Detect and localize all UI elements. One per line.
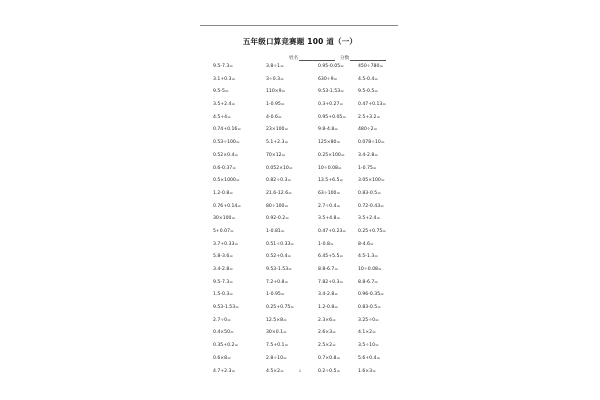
problem-cell: 0.4×50= [213, 330, 234, 336]
problem-cell: 0.25+0.75= [266, 305, 295, 311]
problem-cell: 1.2-0.8= [318, 305, 339, 311]
problem-cell: 9.5-7.3= [213, 279, 234, 285]
problem-row [213, 267, 413, 280]
problem-cell: 7.82+0.3= [318, 279, 344, 285]
name-field [289, 55, 335, 61]
problem-cell: 70×12= [266, 152, 286, 158]
problem-row [213, 254, 413, 267]
problem-cell: 3.8÷1= [266, 64, 284, 69]
score-field [340, 55, 386, 61]
problem-cell: 3.25÷0= [358, 317, 379, 323]
problem-cell: 0.53÷100= [213, 140, 240, 146]
problem-cell: 480÷2= [358, 127, 378, 133]
problem-cell: 0.25+0.75= [358, 228, 387, 234]
problem-row [213, 216, 413, 229]
problem-cell: 4.5-1.3= [358, 254, 379, 260]
page-title: 五年级口算竞赛题 100 道（一） [242, 37, 358, 46]
problem-cell: 0.47+0.23= [318, 228, 347, 234]
problem-cell: 30×100= [213, 216, 236, 222]
problem-cell: 3.5+2.4= [358, 216, 381, 222]
problem-row [213, 330, 413, 343]
problem-cell: 4-0.6= [266, 114, 282, 120]
problem-row [213, 64, 413, 77]
problem-grid [213, 64, 413, 381]
problem-cell: 630÷9= [318, 76, 338, 82]
problem-cell: 5.1+2.3= [266, 140, 289, 146]
problem-cell: 2.8÷10= [266, 355, 287, 361]
problem-cell: 13.5+6.5= [318, 178, 344, 184]
problem-cell: 0.83-0.5= [358, 190, 382, 196]
problem-cell: 10÷0.08= [358, 267, 382, 272]
problem-cell: 0.51÷0.33= [266, 241, 295, 247]
problem-cell: 3.7+0.33= [213, 241, 239, 247]
header-rule [200, 25, 398, 26]
problem-cell: 2.7÷0= [213, 317, 231, 323]
problem-cell: 9.5-0.5= [358, 89, 379, 95]
problem-cell: 4.5-0.4= [358, 76, 379, 82]
problem-row [213, 127, 413, 140]
problem-cell: 0.74+0.16= [213, 127, 242, 133]
problem-cell: 63÷100= [318, 190, 341, 196]
problem-cell: 0.3+0.27= [318, 102, 344, 108]
problem-cell: 0.82÷0.3= [266, 178, 292, 184]
problem-cell: 4.5×2= [266, 368, 284, 374]
problem-cell: 8.8-6.7= [318, 267, 339, 272]
problem-cell: 9.8-4.8= [318, 127, 339, 133]
problem-cell: 0.76+0.14= [213, 203, 242, 209]
problem-cell: 4.7+2.3= [213, 368, 236, 374]
name-label: 姓名 [289, 56, 299, 61]
problem-cell: 6.45+5.5= [318, 254, 344, 260]
problem-row [213, 305, 413, 318]
problem-cell: 3.4-2.8= [213, 267, 234, 272]
problem-row [213, 178, 413, 191]
problem-row [213, 318, 413, 331]
problem-cell: 5.8-3.6= [213, 254, 234, 260]
problem-cell: 30×0.1= [266, 330, 287, 336]
problem-cell: 3.4-2.8= [358, 152, 379, 158]
problem-cell: 0.52+0.4= [266, 254, 292, 260]
problem-cell: 12.5×8= [266, 317, 287, 323]
problem-cell: 0.92-0.2= [266, 216, 290, 222]
problem-row [213, 191, 413, 204]
problem-cell: 0.7×0.8= [318, 355, 341, 361]
problem-row [213, 242, 413, 255]
problem-row [213, 166, 413, 179]
problem-cell: 8.8-6.7= [358, 279, 379, 285]
problem-cell: 4.1×2= [358, 330, 376, 336]
problem-cell: 125×80= [318, 140, 341, 146]
problem-row [213, 140, 413, 153]
problem-row [213, 102, 413, 115]
problem-cell: 0.83-0.5= [358, 305, 382, 311]
problem-row [213, 280, 413, 293]
problem-cell: 23×100= [266, 127, 289, 133]
problem-cell: 10÷0.08= [318, 165, 342, 171]
problem-cell: 1-0.95= [266, 102, 285, 108]
problem-cell: 9.5-5= [213, 89, 229, 95]
problem-cell: 0.72-0.43= [358, 203, 384, 209]
problem-cell: 3.5+2.4= [213, 102, 236, 108]
problem-cell: 2.6×3= [318, 330, 336, 336]
problem-cell: 110×9= [266, 89, 286, 95]
problem-cell: 2.7÷0.4= [318, 203, 341, 209]
problem-cell: 3.4-2.8= [318, 292, 339, 298]
problem-cell: 1.5-0.3= [213, 292, 234, 298]
problem-cell: 4.5+4= [213, 114, 231, 120]
problem-cell: 1.6×3= [358, 368, 376, 374]
problem-cell: 9.53-1.53= [213, 305, 239, 311]
problem-cell: 5+0.07= [213, 228, 234, 234]
problem-cell: 9.53-1.53= [318, 89, 344, 95]
score-label: 分数 [340, 56, 350, 61]
problem-row [213, 153, 413, 166]
problem-row [213, 89, 413, 102]
problem-cell: 0.35+0.2= [213, 343, 239, 349]
problem-cell: 2.5×2= [318, 343, 336, 349]
problem-cell: 1-0.81= [266, 228, 285, 234]
problem-cell: 80÷100= [266, 203, 289, 209]
problem-row [213, 115, 413, 128]
problem-cell: 2.5+3.2= [358, 114, 381, 120]
problem-cell: 7.2+0.8= [266, 279, 289, 285]
problem-cell: 0.52×0.4= [213, 152, 239, 158]
problem-row [213, 292, 413, 305]
name-blank-line [299, 55, 335, 61]
problem-cell: 3÷0.3= [266, 76, 284, 82]
problem-cell: 0.47+0.13= [358, 102, 387, 108]
problem-cell: 0.052×10= [266, 165, 293, 171]
problem-cell: 3.1+0.3= [213, 76, 236, 82]
problem-cell: 2.3×6= [318, 317, 336, 323]
problem-cell: 1-0.8= [318, 241, 334, 247]
problem-cell: 1.2-0.8= [213, 190, 234, 196]
problem-cell: 0.96-0.35= [358, 292, 384, 298]
problem-cell: 0.2÷0.5= [318, 368, 341, 374]
page-number: 1 [298, 368, 302, 373]
problem-cell: 1-0.75= [358, 165, 377, 171]
problem-cell: 5.6+0.4= [358, 355, 381, 361]
problem-cell: 0.5×1000= [213, 178, 240, 184]
problem-cell: 9.5-7.3= [213, 64, 234, 69]
problem-row [213, 343, 413, 356]
problem-cell: 7.5+0.1= [266, 343, 289, 349]
problem-cell: 21.6-12.6= [266, 190, 292, 196]
problem-row [213, 356, 413, 369]
problem-cell: 450÷780= [358, 64, 384, 69]
problem-cell: 0.078÷10= [358, 140, 385, 146]
problem-cell: 3.5÷10= [358, 343, 379, 349]
problem-cell: 0.95+0.05= [318, 114, 347, 120]
problem-cell: 1-0.95= [266, 292, 285, 298]
problem-cell: 0.25×100= [318, 152, 345, 158]
problem-cell: 8-4.6= [358, 241, 374, 247]
problem-cell: 0.6×8= [213, 355, 231, 361]
problem-cell: 3.05×100= [358, 178, 385, 184]
problem-cell: 0.6-0.37= [213, 165, 237, 171]
problem-cell: 3.5+4.8= [318, 216, 341, 222]
problem-cell: 9.53-1.53= [266, 267, 292, 272]
problem-row [213, 204, 413, 217]
score-blank-line [350, 55, 386, 61]
problem-row [213, 229, 413, 242]
problem-cell: 0.95-0.05= [318, 64, 344, 69]
problem-row [213, 77, 413, 90]
